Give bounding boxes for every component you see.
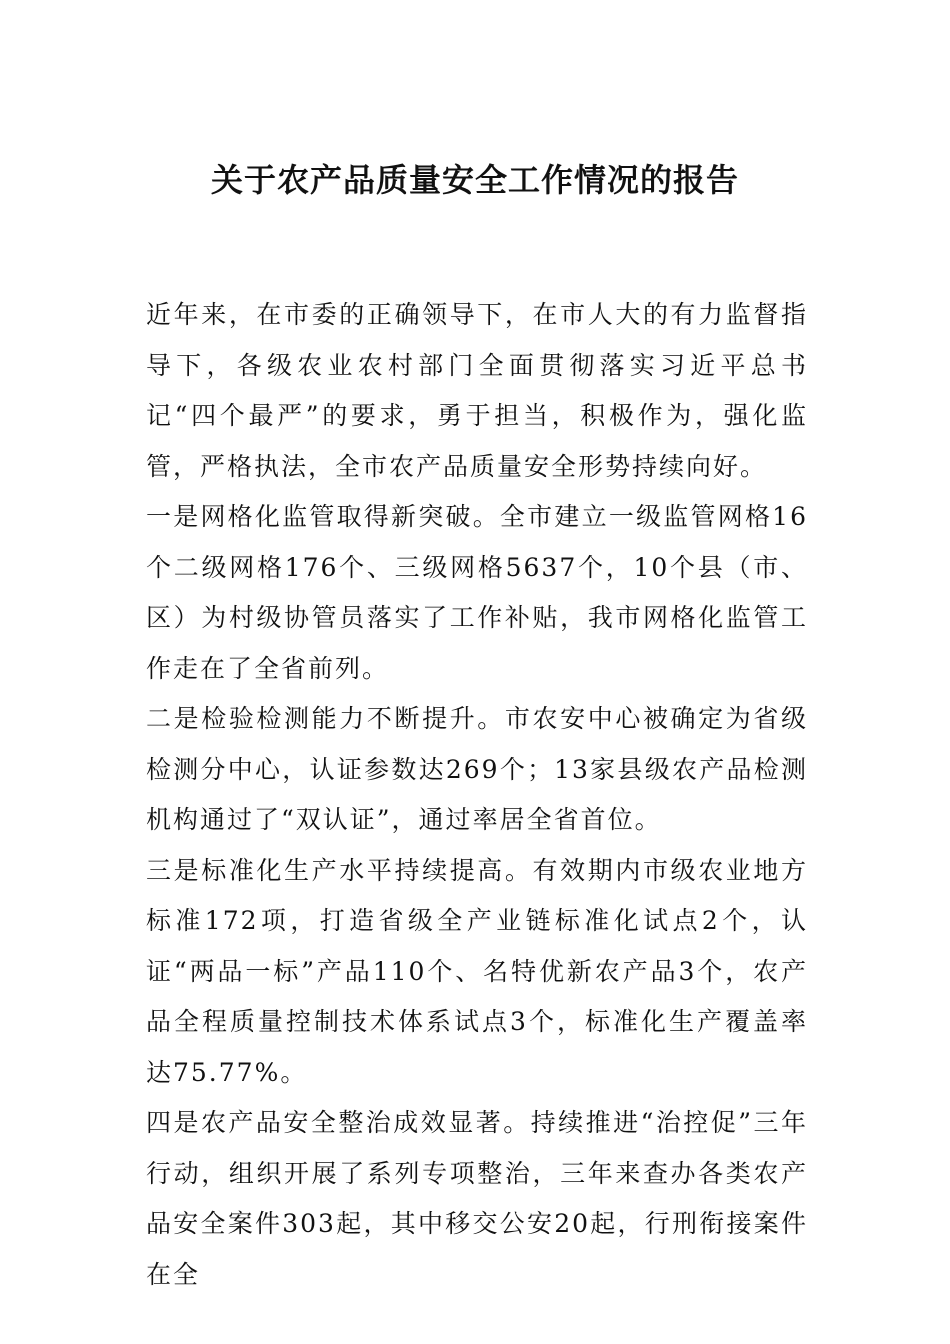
paragraph-grid-supervision: 一是网格化监管取得新突破。全市建立一级监管网格16个二级网格176个、三级网格5637个，10个县（市、区）为村级协管员落实了工作补贴，我市网格化监管工作走在了全省前列。 (146, 502, 808, 683)
paragraph-intro: 近年来，在市委的正确领导下，在市人大的有力监督指导下，各级农业农村部门全面贯彻落实习近平总书记“四个最严”的要求，勇于担当，积极作为，强化监管，严格执法，全市农产品质量安全形势持续向好。 (146, 300, 808, 481)
document-title: 关于农产品质量安全工作情况的报告 (210, 161, 739, 199)
paragraph-testing-capability: 二是检验检测能力不断提升。市农安中心被确定为省级检测分中心，认证参数达269个；13家县级农产品检测机构通过了“双认证”，通过率居全省首位。 (146, 704, 808, 834)
document-body (146, 290, 808, 1300)
paragraph-rectification: 四是农产品安全整治成效显著。持续推进“治控促”三年行动，组织开展了系列专项整治，三年来查办各类农产品安全案件303起，其中移交公安20起，行刑衔接案件在全 (146, 1108, 808, 1289)
paragraph-standardization: 三是标准化生产水平持续提高。有效期内市级农业地方标准172项，打造省级全产业链标准化试点2个，认证“两品一标”产品110个、名特优新农产品3个，农产品全程质量控制技术体系试点3个，标准化生产覆盖率达75.77%。 (146, 855, 808, 1087)
